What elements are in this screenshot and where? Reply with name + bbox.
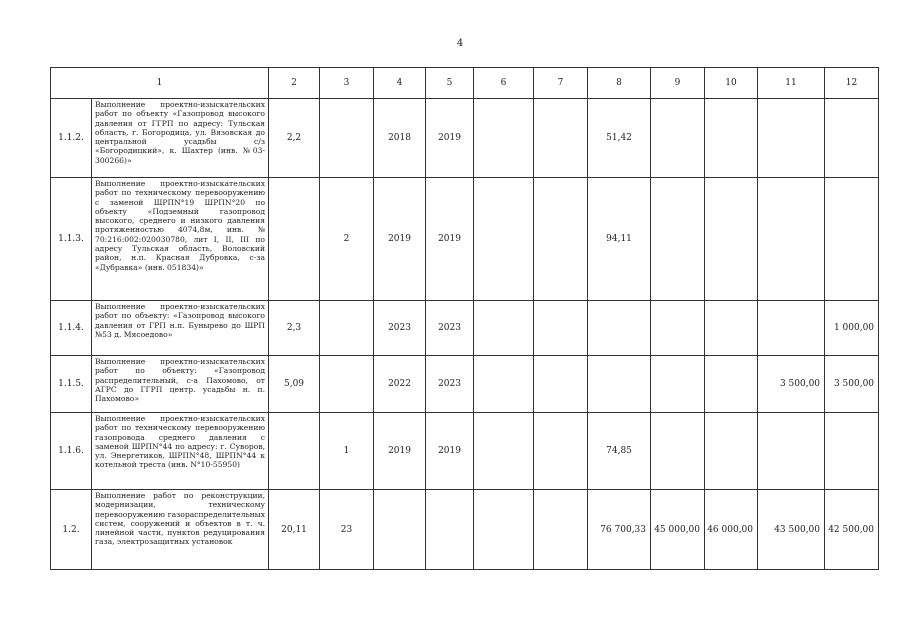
cell-c10 <box>705 413 758 490</box>
row-number: 1.2. <box>51 490 92 570</box>
cell-c8: 74,85 <box>588 413 651 490</box>
header-cell: 5 <box>426 68 474 99</box>
cell-c12: 42 500,00 <box>825 490 879 570</box>
cell-c8: 51,42 <box>588 99 651 178</box>
cell-c9 <box>651 99 705 178</box>
cell-c6 <box>474 178 534 301</box>
cell-c6 <box>474 490 534 570</box>
cell-c10 <box>705 99 758 178</box>
cell-c7 <box>534 490 588 570</box>
row-description: Выполнение работ по реконструкции, модернизации, техническому перевооружению газораспределительных систем, сооружений и объектов в т. ч. линейной части, пунктов редуцирования газа, электрозащитных установок <box>92 490 269 570</box>
cell-c6 <box>474 301 534 356</box>
cell-c5: 2019 <box>426 178 474 301</box>
table-row <box>51 301 879 356</box>
cell-c11: 3 500,00 <box>758 356 825 413</box>
cell-c2: 5,09 <box>269 356 320 413</box>
cell-c11 <box>758 99 825 178</box>
cell-c5 <box>426 490 474 570</box>
row-description: Выполнение проектно-изыскательских работ по объекту: «Газопровод высокого давления от ГРП н.п. Бунырево до ШРП №53 д. Мясоедово» <box>92 301 269 356</box>
header-cell: 10 <box>705 68 758 99</box>
cell-c12: 3 500,00 <box>825 356 879 413</box>
row-number: 1.1.6. <box>51 413 92 490</box>
header-cell: 6 <box>474 68 534 99</box>
cell-c12 <box>825 178 879 301</box>
cell-c6 <box>474 99 534 178</box>
row-description: Выполнение проектно-изыскательских работ по техническому перевооружению с заменой ШРПN°19 ШРПN°20 по объекту «Подземный газопровод высокого, среднего и низкого давления протяженностью 4074,8м, инв. № 70:216:002:020030780, лит I, II, III по адресу Тульская область, Воловский район, н.п. Красная Дубровка, с-за «Дубравка» (инв. 051834)» <box>92 178 269 301</box>
cell-c9 <box>651 356 705 413</box>
cell-c7 <box>534 99 588 178</box>
cell-c10 <box>705 356 758 413</box>
cell-c9 <box>651 413 705 490</box>
row-number: 1.1.4. <box>51 301 92 356</box>
cell-c9 <box>651 301 705 356</box>
cell-c6 <box>474 356 534 413</box>
cell-c3: 2 <box>320 178 374 301</box>
data-table <box>50 67 879 570</box>
cell-c4: 2019 <box>374 413 426 490</box>
cell-c11 <box>758 178 825 301</box>
row-number: 1.1.2. <box>51 99 92 178</box>
cell-c10 <box>705 301 758 356</box>
cell-c8 <box>588 356 651 413</box>
cell-c8: 76 700,33 <box>588 490 651 570</box>
cell-c2 <box>269 413 320 490</box>
header-cell: 12 <box>825 68 879 99</box>
page-number: 4 <box>456 38 464 49</box>
cell-c4: 2023 <box>374 301 426 356</box>
cell-c12: 1 000,00 <box>825 301 879 356</box>
cell-c4: 2022 <box>374 356 426 413</box>
row-number: 1.1.5. <box>51 356 92 413</box>
cell-c7 <box>534 178 588 301</box>
header-cell: 3 <box>320 68 374 99</box>
table-row <box>51 413 879 490</box>
header-cell: 2 <box>269 68 320 99</box>
cell-c4 <box>374 490 426 570</box>
cell-c11 <box>758 301 825 356</box>
cell-c10 <box>705 178 758 301</box>
cell-c5: 2023 <box>426 356 474 413</box>
cell-c2: 2,3 <box>269 301 320 356</box>
row-description: Выполнение проектно-изыскательских работ по техническому перевооружению газопровода среднего давления с заменой ШРПN°44 по адресу: г. Суворов, ул. Энергетиков, ШРПN°48, ШРПN°44 к котельной треста (инв. N°10-55950) <box>92 413 269 490</box>
cell-c3 <box>320 356 374 413</box>
row-description: Выполнение проектно-изыскательских работ по объекту «Газопровод высокого давления от ГГРП по адресу: Тульская область, г. Богородица, ул. Вязовская до центральной усадьбы с/з «Богородицкий», к. Шахтер (инв. №03-300266)» <box>92 99 269 178</box>
header-cell: 1 <box>51 68 269 99</box>
table-row <box>51 356 879 413</box>
cell-c4: 2018 <box>374 99 426 178</box>
cell-c6 <box>474 413 534 490</box>
table-row <box>51 490 879 570</box>
cell-c11: 43 500,00 <box>758 490 825 570</box>
cell-c11 <box>758 413 825 490</box>
cell-c7 <box>534 356 588 413</box>
row-number: 1.1.3. <box>51 178 92 301</box>
cell-c12 <box>825 99 879 178</box>
cell-c2: 2,2 <box>269 99 320 178</box>
cell-c3: 23 <box>320 490 374 570</box>
cell-c3 <box>320 99 374 178</box>
header-cell: 7 <box>534 68 588 99</box>
cell-c7 <box>534 301 588 356</box>
cell-c12 <box>825 413 879 490</box>
cell-c10: 46 000,00 <box>705 490 758 570</box>
cell-c8: 94,11 <box>588 178 651 301</box>
header-cell: 9 <box>651 68 705 99</box>
cell-c5: 2019 <box>426 99 474 178</box>
table-row <box>51 99 879 178</box>
cell-c2 <box>269 178 320 301</box>
cell-c5: 2023 <box>426 301 474 356</box>
header-cell: 4 <box>374 68 426 99</box>
cell-c4: 2019 <box>374 178 426 301</box>
header-cell: 11 <box>758 68 825 99</box>
row-description: Выполнение проектно-изыскательских работ по объекту: «Газопровод распределительный, с-а Пахомово, от АГРС до ГГРП центр. усадьбы н. п. Пахомово» <box>92 356 269 413</box>
table-header-row <box>51 68 879 99</box>
cell-c8 <box>588 301 651 356</box>
cell-c2: 20,11 <box>269 490 320 570</box>
cell-c5: 2019 <box>426 413 474 490</box>
cell-c3: 1 <box>320 413 374 490</box>
cell-c3 <box>320 301 374 356</box>
header-cell: 8 <box>588 68 651 99</box>
table-row <box>51 178 879 301</box>
cell-c7 <box>534 413 588 490</box>
cell-c9: 45 000,00 <box>651 490 705 570</box>
cell-c9 <box>651 178 705 301</box>
